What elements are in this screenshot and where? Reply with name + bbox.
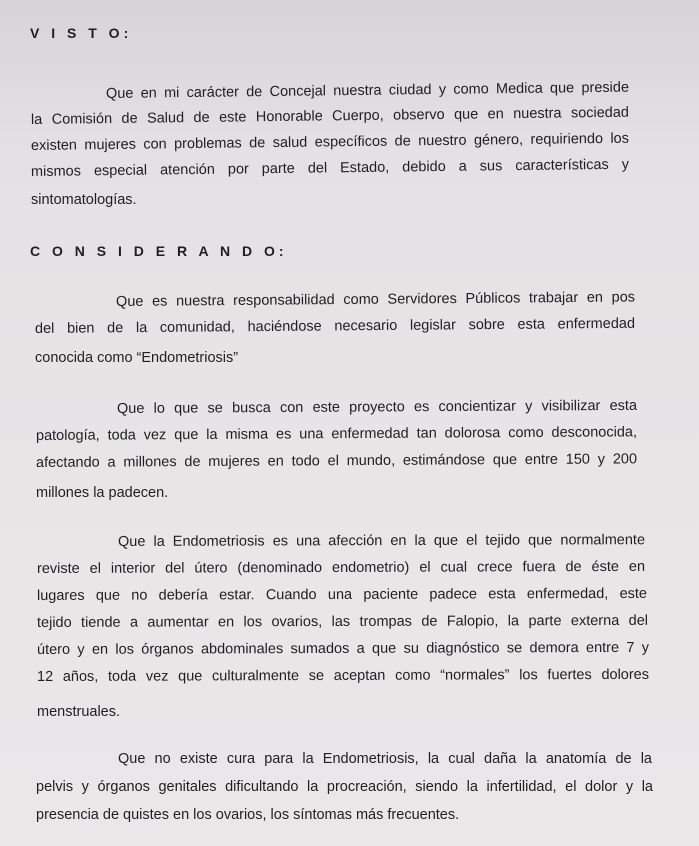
visto-line-3: existen mujeres con problemas de salud específicos de nuestro género, requiriendo los [30, 130, 630, 154]
p4-line-3: presencia de quistes en los ovarios, los síntomas más frecuentes. [36, 807, 460, 823]
p3-line-5: útero y en los órganos abdominales sumados a que su diagnóstico se demora entre 7 y [36, 639, 650, 658]
p1-line-2: del bien de la comunidad, haciéndose necesario legislar sobre esta enfermedad [34, 315, 636, 337]
p2-line-4: millones la padecen. [36, 485, 169, 501]
visto-line-1: Que en mi carácter de Concejal nuestra ciudad y como Medica que preside [105, 79, 630, 102]
p2-line-3: afectando a millones de mujeres en todo el mundo, estimándose que entre 150 y 200 [35, 451, 638, 471]
visto-line-2: la Comisión de Salud de este Honorable Cuerpo, observo que en nuestra sociedad [30, 104, 630, 128]
p4-line-1: Que no existe cura para la Endometriosis, la cual daña la anatomía de la [118, 751, 652, 767]
visto-heading: V I S T O: [30, 25, 133, 41]
p3-line-3: lugares que no debería estar. Cuando una paciente padece esta enfermedad, este [36, 585, 648, 604]
p3-line-4: tejido tiende a aumentar en los ovarios, las trompas de Falopio, la parte externa del [36, 612, 649, 631]
p1-line-1: Que es nuestra responsabilidad como Servidores Públicos trabajar en pos [115, 289, 636, 310]
p2-line-1: Que lo que se busca con este proyecto es concientizar y visibilizar esta [116, 397, 638, 417]
p3-line-2: reviste el interior del útero (denominado endometrio) el cual crece fuera de éste en [36, 558, 646, 577]
p2-line-2: patología, toda vez que la misma es una enfermedad tan dolorosa como desconocida, [35, 424, 638, 444]
visto-line-5: sintomatologías. [31, 192, 137, 208]
p1-line-3: conocida como “Endometriosis” [35, 350, 239, 366]
considerando-heading: C O N S I D E R A N D O: [30, 243, 288, 259]
p3-line-6: 12 años, toda vez que culturalmente se aceptan como “normales” los fuertes dolores [36, 666, 650, 685]
p3-line-7: menstruales. [37, 704, 121, 720]
p4-line-2: pelvis y órganos genitales dificultando la procreación, siendo la infertilidad, el dolor y la [36, 779, 653, 795]
visto-line-4: mismos especial atención por parte del Estado, debido a sus características y [30, 156, 630, 180]
p3-line-1: Que la Endometriosis es una afección en la que el tejido que normalmente [117, 532, 646, 550]
